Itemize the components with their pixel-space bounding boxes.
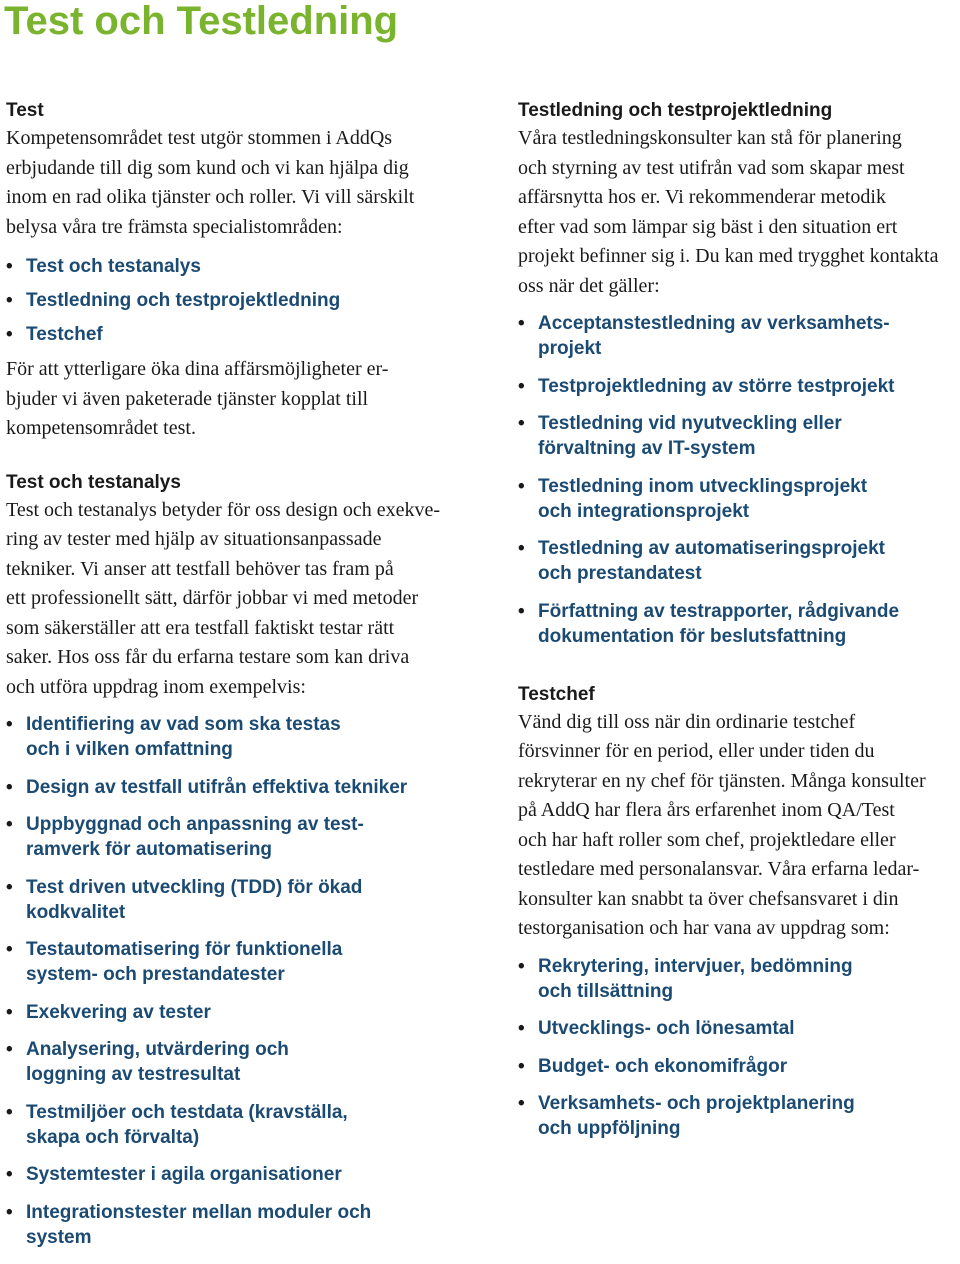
list-item-line: Integrationstester mellan moduler och: [26, 1201, 372, 1223]
text-line: ring av tester med hjälp av situationsanpassade: [6, 528, 382, 550]
text-line: Kompetensområdet test utgör stommen i AddQs: [6, 127, 393, 149]
section-heading-test: Test: [6, 100, 44, 121]
text-line: inom en rad olika tjänster och roller. Vi vill särskilt: [6, 186, 415, 208]
list-item-line: Författning av testrapporter, rådgivande: [538, 600, 900, 622]
testanalys-body: [6, 496, 466, 703]
text-line: rekryterar en ny chef för tjänsten. Många konsulter: [518, 769, 926, 792]
testledning-body: [518, 124, 958, 301]
text-line: testorganisation och har vana av uppdrag som:: [518, 917, 890, 939]
text-line: erbjudande till dig som kund och vi kan hjälpa dig: [6, 156, 409, 179]
list-item: [518, 474, 958, 524]
test-outro: [6, 355, 466, 444]
text-line: ett professionellt sätt, därför jobbar vi med metoder: [6, 587, 419, 609]
list-item-line: Acceptanstestledning av verksamhets-: [538, 313, 890, 334]
list-item-line: Budget- och ekonomifrågor: [538, 1055, 788, 1077]
text-line: som säkerställer att era testfall faktiskt testar rätt: [6, 616, 395, 639]
section-heading-testanalys: Test och testanalys: [6, 471, 181, 493]
list-item-line: Verksamhets- och projektplanering: [538, 1093, 855, 1114]
text-line: Test och testanalys betyder för oss design och exekve-: [6, 498, 441, 521]
text-line: För att ytterligare öka dina affärsmöjligheter er-: [6, 358, 389, 380]
testledning-list: [518, 311, 958, 649]
list-item-line: system- och prestandatester: [26, 964, 285, 985]
list-item-line: Testledning av automatiseringsprojekt: [538, 538, 886, 559]
list-item-line: och tillsättning: [538, 980, 674, 1002]
list-item-line: Uppbyggnad och anpassning av test-: [26, 814, 364, 835]
text-line: Våra testledningskonsulter kan stå för planering: [518, 127, 902, 149]
text-line: affärsnytta hos er. Vi rekommenderar metodik: [518, 186, 886, 208]
list-item-line: och i vilken omfattning: [26, 739, 233, 760]
list-item-line: och prestandatest: [538, 563, 702, 584]
list-item-line: Utvecklings- och lönesamtal: [538, 1018, 795, 1039]
list-item: [6, 1037, 466, 1087]
list-item-line: ramverk för automatisering: [26, 839, 273, 860]
text-line: efter vad som lämpar sig bäst i den situation ert: [518, 215, 898, 238]
text-line: bjuder vi även paketerade tjänster kopplat till: [6, 387, 369, 410]
text-line: saker. Hos oss får du erfarna testare som kan driva: [6, 646, 410, 668]
list-item: [518, 411, 958, 461]
list-item: [6, 1000, 466, 1025]
list-item: [518, 1016, 958, 1041]
list-item: [6, 875, 466, 925]
list-item-line: förvaltning av IT-system: [538, 438, 756, 459]
page-title: Test och Testledning: [4, 0, 399, 43]
testchef-body: [518, 708, 958, 944]
text-line: och har haft roller som chef, projektledare eller: [518, 828, 896, 851]
list-item-line: Systemtester i agila organisationer: [26, 1164, 342, 1185]
list-item: [518, 536, 958, 586]
list-item-line: Testledning inom utvecklingsprojekt: [538, 475, 868, 497]
text-line: kompetensområdet test.: [6, 417, 196, 439]
list-item-line: dokumentation för beslutsfattning: [538, 625, 847, 647]
list-item-line: loggning av testresultat: [26, 1064, 241, 1085]
list-item: [6, 775, 466, 800]
list-item-line: Analysering, utvärdering och: [26, 1039, 289, 1060]
list-item-line: och uppföljning: [538, 1118, 681, 1139]
test-intro: [6, 124, 466, 242]
list-item: [6, 1100, 466, 1150]
section-testanalys: [6, 470, 466, 1250]
list-item: [6, 812, 466, 862]
list-item-line: Test driven utveckling (TDD) för ökad: [26, 876, 363, 898]
list-item-line: Design av testfall utifrån effektiva tekniker: [26, 776, 408, 798]
text-line: och utföra uppdrag inom exempelvis:: [6, 675, 306, 698]
list-item: [518, 954, 958, 1004]
list-item-line: Testmiljöer och testdata (kravställa,: [26, 1101, 348, 1123]
text-line: konsulter kan snabbt ta över chefsansvaret i din: [518, 887, 899, 910]
section-testchef: [518, 682, 958, 1142]
list-item-line: Testledning vid nyutveckling eller: [538, 413, 842, 434]
list-item-line: Rekrytering, intervjuer, bedömning: [538, 955, 853, 977]
list-item-line: Testchef: [26, 324, 103, 345]
list-item: [518, 1091, 958, 1141]
list-item-line: Exekvering av tester: [26, 1001, 211, 1023]
list-item-line: Testprojektledning av större testprojekt: [538, 375, 895, 397]
list-item-line: Testledning och testprojektledning: [26, 290, 341, 311]
list-item-line: kodkvalitet: [26, 901, 126, 923]
section-test: [6, 98, 466, 444]
list-item: [6, 288, 466, 313]
list-item: [6, 254, 466, 279]
text-line: på AddQ har flera års erfarenhet inom QA/Test: [518, 799, 895, 821]
list-item: [518, 599, 958, 649]
testchef-list: [518, 954, 958, 1142]
list-item-line: projekt: [538, 338, 602, 359]
testanalys-list: [6, 712, 466, 1250]
right-column: [518, 98, 958, 1141]
list-item-line: skapa och förvalta): [26, 1126, 200, 1148]
list-item: [518, 311, 958, 361]
list-item: [518, 1054, 958, 1079]
text-line: belysa våra tre främsta specialistområden:: [6, 215, 343, 238]
list-item: [518, 374, 958, 399]
list-item: [6, 322, 466, 347]
specialist-list: [6, 254, 466, 347]
section-testledning: [518, 98, 958, 649]
left-column: [6, 98, 466, 1250]
list-item: [6, 1162, 466, 1187]
text-line: och styrning av test utifrån vad som skapar mest: [518, 156, 905, 179]
text-line: projekt befinner sig i. Du kan med trygghet kontakta: [518, 245, 939, 267]
list-item-line: Test och testanalys: [26, 256, 201, 277]
list-item: [6, 1200, 466, 1250]
list-item-line: Identifiering av vad som ska testas: [26, 714, 341, 735]
list-item: [6, 712, 466, 762]
list-item-line: system: [26, 1226, 92, 1248]
text-line: testledare med personalansvar. Våra erfarna ledar-: [518, 858, 920, 880]
section-heading-testledning: Testledning och testprojektledning: [518, 100, 833, 121]
list-item-line: Testautomatisering för funktionella: [26, 939, 343, 960]
text-line: tekniker. Vi anser att testfall behöver tas fram på: [6, 557, 394, 580]
text-line: oss när det gäller:: [518, 274, 660, 297]
text-line: Vänd dig till oss när din ordinarie testchef: [518, 710, 856, 733]
section-heading-testchef: Testchef: [518, 683, 595, 705]
list-item-line: och integrationsprojekt: [538, 500, 750, 522]
text-line: försvinner för en period, eller under tiden du: [518, 740, 875, 762]
list-item: [6, 937, 466, 987]
